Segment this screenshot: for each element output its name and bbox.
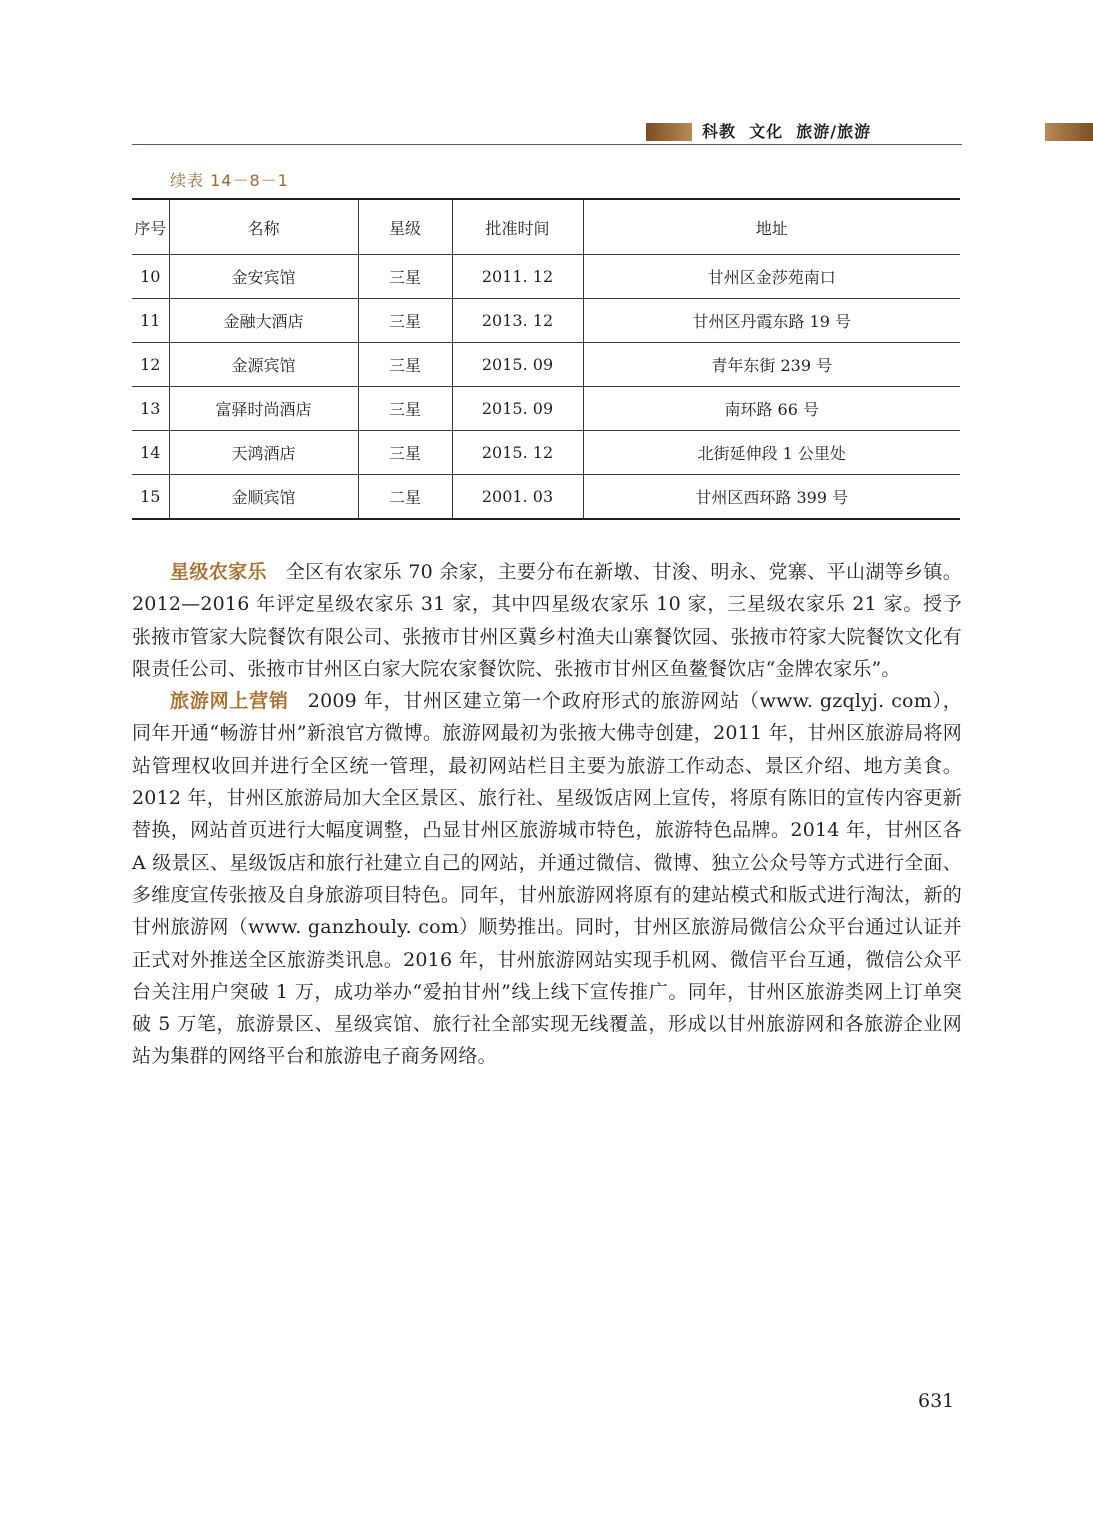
header-cell-date: 批准时间 (452, 199, 583, 255)
running-header (132, 121, 962, 145)
cell-address: 甘州区丹霞东路 19 号 (583, 299, 960, 343)
cell-star: 二星 (358, 475, 452, 520)
header-cell-name: 名称 (169, 199, 358, 255)
cell-name: 金融大酒店 (169, 299, 358, 343)
page-number: 631 (918, 1390, 955, 1412)
cell-index: 10 (132, 255, 169, 299)
cell-star: 三星 (358, 299, 452, 343)
term-heading: 星级农家乐 (170, 561, 267, 583)
table-row (132, 475, 960, 520)
paragraph-text: 2009 年，甘州区建立第一个政府形式的旅游网站（www. gzqlyj. com），同年开通“畅游甘州”新浪官方微博。旅游网最初为张掖大佛寺创建，2011 年，甘州区旅游局将网站管理权收回并进行全区统一管理，最初网站栏目主要为旅游工作动态、景区介绍、地方美食。2012 年，甘州区旅游局加大全区景区、旅行社、星级饭店网上宣传，将原有陈旧的宣传内容更新替换，网站首页进行大幅度调整，凸显甘州区旅游城市特色，旅游特色品牌。2014 年，甘州区各 A 级景区、星级饭店和旅行社建立自己的网站，并通过微信、微博、独立公众号等方式进行全面、多维度宣传张掖及自身旅游项目特色。同年，甘州旅游网将原有的建站模式和版式进行淘汰，新的甘州旅游网（www. ganzhouly. com）顺势推出。同时，甘州区旅游局微信公众平台通过认证并正式对外推送全区旅游类讯息。2016 年，甘州旅游网站实现手机网、微信平台互通，微信公众平台关注用户突破 1 万，成功举办“爱拍甘州”线上线下宣传推广。同年，甘州区旅游类网上订单突破 5 万笔，旅游景区、星级宾馆、旅行社全部实现无线覆盖，形成以甘州旅游网和各旅游企业网站为集群的网络平台和旅游电子商务网络。 (132, 690, 962, 1068)
cell-star: 三星 (358, 255, 452, 299)
header-cell-index: 序号 (132, 199, 169, 255)
section-title: 科教 文化 旅游/旅游 (702, 122, 872, 141)
paragraph-online-marketing (132, 685, 962, 1073)
cell-star: 三星 (358, 343, 452, 387)
header-rule (132, 144, 962, 145)
cell-name: 金源宾馆 (169, 343, 358, 387)
header-decor-bar-left (646, 123, 692, 141)
cell-date: 2015. 09 (452, 387, 583, 431)
cell-name: 天鸿酒店 (169, 431, 358, 475)
term-heading: 旅游网上营销 (170, 690, 289, 713)
cell-name: 富驿时尚酒店 (169, 387, 358, 431)
paragraph-text: 全区有农家乐 70 余家，主要分布在新墩、甘浚、明永、党寨、平山湖等乡镇。2012—2016 年评定星级农家乐 31 家，其中四星级农家乐 10 家，三星级农家乐 21 家。授予张掖市管家大院餐饮有限公司、张掖市甘州区冀乡村渔夫山寨餐饮园、张掖市符家大院餐饮文化有限责任公司、张掖市甘州区白家大院农家餐饮院、张掖市甘州区鱼鳌餐饮店“金牌农家乐”。 (132, 561, 962, 680)
header-decor-bar-right (1045, 123, 1093, 141)
cell-address: 北街延伸段 1 公里处 (583, 431, 960, 475)
hotel-table (132, 198, 960, 520)
cell-date: 2015. 12 (452, 431, 583, 475)
cell-address: 甘州区金莎苑南口 (583, 255, 960, 299)
cell-index: 13 (132, 387, 169, 431)
cell-index: 11 (132, 299, 169, 343)
table-row (132, 299, 960, 343)
table-row (132, 387, 960, 431)
cell-address: 青年东街 239 号 (583, 343, 960, 387)
cell-star: 三星 (358, 431, 452, 475)
cell-date: 2013. 12 (452, 299, 583, 343)
cell-name: 金安宾馆 (169, 255, 358, 299)
cell-date: 2015. 09 (452, 343, 583, 387)
table-header-row (132, 199, 960, 255)
table-row (132, 255, 960, 299)
paragraph-farmhouse (132, 556, 962, 685)
header-cell-address: 地址 (583, 199, 960, 255)
cell-index: 15 (132, 475, 169, 520)
cell-index: 14 (132, 431, 169, 475)
cell-address: 甘州区西环路 399 号 (583, 475, 960, 520)
table-row (132, 431, 960, 475)
cell-star: 三星 (358, 387, 452, 431)
table-row (132, 343, 960, 387)
cell-name: 金顺宾馆 (169, 475, 358, 520)
cell-index: 12 (132, 343, 169, 387)
cell-address: 南环路 66 号 (583, 387, 960, 431)
body-text (132, 556, 962, 1073)
cell-date: 2011. 12 (452, 255, 583, 299)
cell-date: 2001. 03 (452, 475, 583, 520)
table-caption: 续表 14－8－1 (170, 171, 289, 190)
header-cell-star: 星级 (358, 199, 452, 255)
